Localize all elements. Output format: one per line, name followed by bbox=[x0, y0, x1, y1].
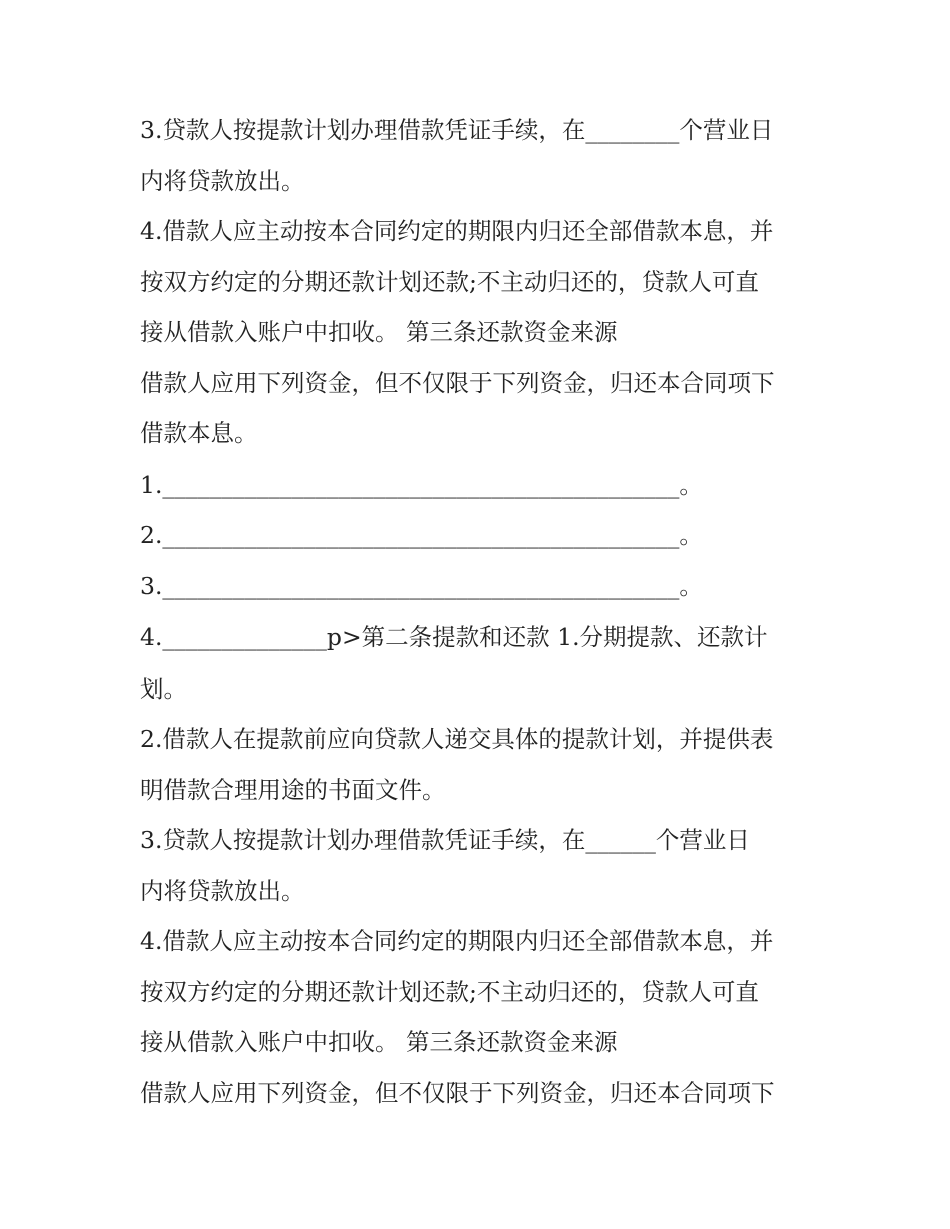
text-line: 明借款合理用途的书面文件。 bbox=[140, 776, 446, 804]
text-line: 3.贷款人按提款计划办理借款凭证手续，在________个营业日 bbox=[140, 116, 774, 144]
text-line: 3.贷款人按提款计划办理借款凭证手续，在______个营业日 bbox=[140, 826, 750, 854]
text-line: 4.借款人应主动按本合同约定的期限内归还全部借款本息，并 bbox=[140, 927, 774, 955]
blank-list-item: 1.____________________________________________。 bbox=[140, 471, 703, 499]
text-line: 借款人应用下列资金，但不仅限于下列资金，归还本合同项下 bbox=[140, 369, 775, 397]
text-line: 按双方约定的分期还款计划还款;不主动归还的，贷款人可直 bbox=[140, 268, 759, 296]
text-line: 接从借款入账户中扣收。 第三条还款资金来源 bbox=[140, 318, 618, 346]
text-line: 借款本息。 bbox=[140, 419, 258, 447]
text-line: 内将贷款放出。 bbox=[140, 877, 305, 905]
text-line: 划。 bbox=[140, 675, 187, 703]
text-line: 借款人应用下列资金，但不仅限于下列资金，归还本合同项下 bbox=[140, 1079, 775, 1107]
text-line: 按双方约定的分期还款计划还款;不主动归还的，贷款人可直 bbox=[140, 978, 759, 1006]
text-line: 4.借款人应主动按本合同约定的期限内归还全部借款本息，并 bbox=[140, 217, 774, 245]
blank-list-item: 2.____________________________________________。 bbox=[140, 521, 703, 549]
text-line: 2.借款人在提款前应向贷款人递交具体的提款计划，并提供表 bbox=[140, 725, 774, 753]
text-line: 4.______________p>第二条提款和还款 1.分期提款、还款计 bbox=[140, 623, 768, 651]
text-line: 接从借款入账户中扣收。 第三条还款资金来源 bbox=[140, 1028, 618, 1056]
blank-list-item: 3.____________________________________________。 bbox=[140, 572, 703, 600]
text-line: 内将贷款放出。 bbox=[140, 167, 305, 195]
